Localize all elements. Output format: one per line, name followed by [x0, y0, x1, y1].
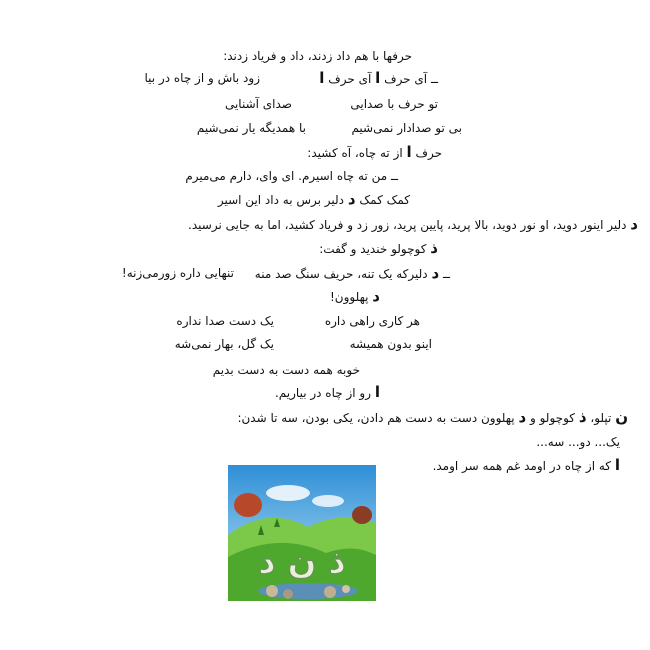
story-text: ــ	[442, 267, 450, 281]
illustration-scene	[228, 465, 376, 601]
story-line-6	[185, 168, 398, 184]
story-text: دلیر اینور دوید، او نور دوید، بالا پرید، پایین پرید، زور زد و فریاد کشید، اما به جایی نرسید.	[188, 218, 627, 232]
story-text: از ته چاه، آه کشید:	[307, 146, 403, 160]
story-line-16	[237, 409, 628, 426]
story-text: تپلو،	[590, 411, 612, 425]
stone	[324, 586, 336, 598]
poem-text: یک گل، بهار نمی‌شه	[174, 337, 274, 351]
story-line-10	[255, 265, 450, 282]
letter-dal: د	[630, 215, 638, 233]
stone	[266, 585, 278, 597]
story-text: پهلوون دست به دست هم دادن، یکی بودن، سه تا شدن:	[237, 411, 515, 425]
story-line-15	[275, 384, 380, 401]
story-line-5	[307, 144, 442, 161]
poem-text: اینو بدون همیشه	[349, 337, 432, 351]
letter-alef: ا	[374, 383, 380, 401]
poem-line-4-right	[351, 120, 462, 136]
poem-line-2-right	[319, 70, 438, 87]
poem-text: با همدیگه یار نمی‌شیم	[196, 121, 306, 135]
story-text: کوچولو خندید و گفت:	[319, 242, 427, 256]
poem-text: آی حرف	[328, 72, 372, 86]
poem-line-13-right	[350, 336, 432, 352]
story-text: حرف	[415, 146, 442, 160]
bird-icon	[352, 506, 372, 524]
cloud	[266, 485, 310, 501]
illustration	[228, 465, 376, 601]
poem-line-13-left	[175, 336, 274, 352]
story-line-17	[536, 434, 620, 450]
story-line-18	[433, 457, 620, 474]
poem-line-4-left	[197, 120, 306, 136]
poem-line-2-left	[144, 70, 260, 86]
stone	[283, 589, 293, 599]
poem-line-12-left	[176, 313, 274, 329]
story-line-8	[188, 216, 638, 233]
letter-dal: د	[347, 190, 356, 208]
letter-alef: ا	[375, 69, 381, 87]
poem-line-3-left	[225, 96, 292, 112]
story-text: کوچولو و	[529, 411, 575, 425]
story-line-14	[213, 362, 360, 378]
story-text: رو از چاه در بیاریم.	[274, 386, 372, 400]
poem-line-3-right	[350, 96, 438, 112]
story-line-10-left	[122, 265, 234, 281]
story-text: یک... دو... سه...	[536, 435, 620, 449]
letter-zal: ذ	[578, 408, 587, 426]
story-text: پهلوون!	[330, 290, 369, 304]
poem-text: تو حرف با صدایی	[350, 97, 438, 111]
story-line-9	[319, 240, 438, 257]
poem-text: یک دست صدا نداره	[176, 314, 274, 328]
poem-text: ــ آی حرف	[384, 72, 438, 86]
letter-zal: ذ	[430, 239, 438, 257]
letter-dal: د	[372, 287, 380, 305]
story-text: تنهایی داره زورمی‌زنه!	[121, 266, 234, 280]
poem-text: هر کاری راهی داره	[324, 314, 420, 328]
story-text: ــ من ته چاه اسیرم. ای وای، دارم می‌میرم	[185, 169, 398, 183]
story-text: که از چاه در اومد غم همه سر اومد.	[432, 459, 612, 473]
story-line-1	[223, 48, 412, 64]
cloud	[312, 495, 344, 507]
story-text: کمک کمک	[359, 193, 410, 207]
story-text: حرفها با هم داد زدند، داد و فریاد زدند:	[223, 49, 412, 63]
letter-alef: ا	[319, 69, 325, 87]
letter-alef: ا	[614, 456, 620, 474]
story-line-11	[330, 288, 380, 305]
story-text: خوبه همه دست به دست بدیم	[212, 363, 360, 377]
illustration-letters: ذ ن د	[258, 542, 346, 582]
letter-dal: د	[518, 408, 527, 426]
bird-icon	[234, 493, 262, 517]
poem-text: بی تو صدادار نمی‌شیم	[351, 121, 462, 135]
letter-dal: د	[431, 264, 440, 282]
poem-text: صدای آشنایی	[224, 97, 292, 111]
story-text: دلیر برس به داد این اسیر	[217, 193, 345, 207]
letter-noon: ن	[615, 408, 628, 426]
stone	[342, 585, 350, 593]
poem-text: زود باش و از چاه در بیا	[144, 71, 260, 85]
letter-alef: ا	[406, 143, 412, 161]
poem-line-12-right	[325, 313, 420, 329]
story-line-7	[218, 191, 410, 208]
story-text: دلیرکه یک تنه، حریف سنگ صد منه	[254, 267, 428, 281]
